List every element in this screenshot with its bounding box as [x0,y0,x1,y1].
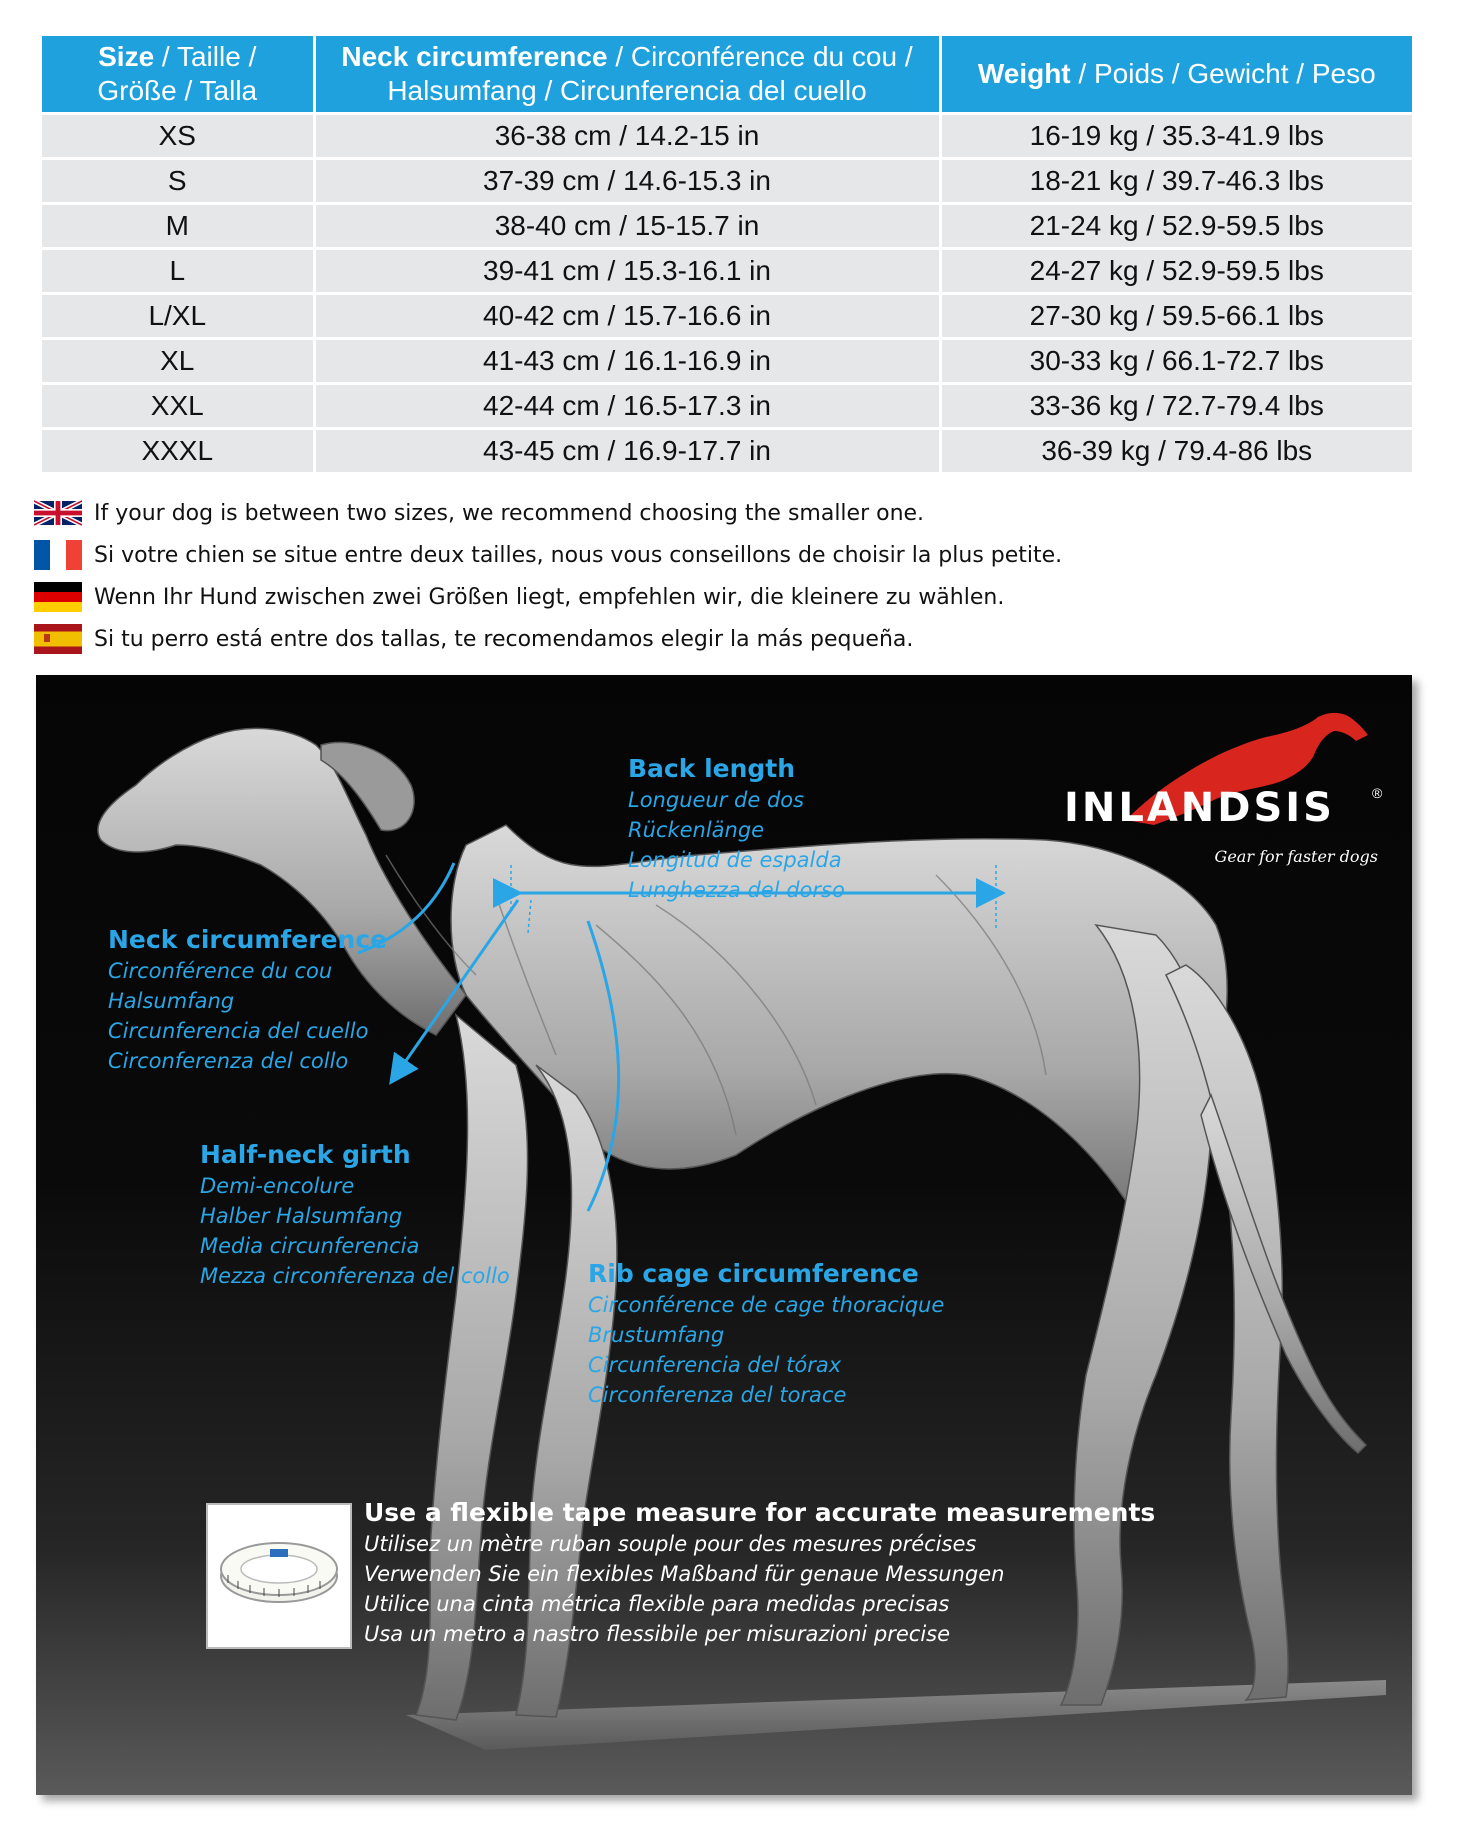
weight-cell: 33-36 kg / 72.7-79.4 lbs [940,384,1412,429]
neck-it: Circonferenza del collo [108,1049,349,1073]
tape-tip-fr: Utilisez un mètre ruban souple pour des mesures précises [364,1532,977,1556]
tape-tip-es: Utilice una cinta métrica flexible para medidas precisas [364,1592,950,1616]
back-length-es: Longitud de espalda [628,848,842,872]
size-cell: XS [42,114,314,159]
header-size: Size / Taille / Größe / Talla [42,36,314,114]
neck-es: Circunferencia del cuello [108,1019,369,1043]
table-row [42,114,1412,159]
neck-de: Halsumfang [108,989,235,1013]
table-header-row [42,36,1412,114]
neck-cell: 41-43 cm / 16.1-16.9 in [314,339,940,384]
neck-cell: 37-39 cm / 14.6-15.3 in [314,159,940,204]
back-length-title: Back length [628,754,796,783]
weight-cell: 27-30 kg / 59.5-66.1 lbs [940,294,1412,339]
france-flag-icon [34,540,82,570]
rib-cage-de: Brustumfang [588,1323,725,1347]
tape-measure-tip [364,1497,1155,1649]
note-german-text: Wenn Ihr Hund zwischen zwei Größen liegt, empfehlen wir, die kleinere zu wählen. [94,584,1005,610]
back-length-label [628,753,845,905]
neck-fr: Circonférence du cou [108,959,333,983]
note-english [34,492,1234,534]
half-neck-es: Media circunferencia [200,1234,420,1258]
size-cell: XXXL [42,429,314,473]
weight-cell: 18-21 kg / 39.7-46.3 lbs [940,159,1412,204]
size-cell: L [42,249,314,294]
neck-title: Neck circumference [108,925,388,954]
back-length-fr: Longueur de dos [628,788,805,812]
tape-measure-icon [208,1505,350,1647]
spain-flag-icon [34,624,82,654]
tape-tip-it: Usa un metro a nastro flessibile per misurazioni precise [364,1622,951,1646]
weight-cell: 30-33 kg / 66.1-72.7 lbs [940,339,1412,384]
inlandsis-logo [1056,745,1386,865]
note-french [34,534,1234,576]
note-english-text: If your dog is between two sizes, we recommend choosing the smaller one. [94,500,925,526]
size-recommendation-notes [34,492,1234,660]
size-cell: XXL [42,384,314,429]
tape-measure-image [206,1503,352,1649]
rib-cage-fr: Circonférence de cage thoracique [588,1293,945,1317]
registered-mark: ® [1372,785,1383,801]
measurement-illustration [36,675,1412,1795]
weight-cell: 21-24 kg / 52.9-59.5 lbs [940,204,1412,249]
table-row [42,249,1412,294]
size-cell: M [42,204,314,249]
weight-cell: 16-19 kg / 35.3-41.9 lbs [940,114,1412,159]
neck-cell: 42-44 cm / 16.5-17.3 in [314,384,940,429]
neck-circumference-label [108,924,387,1076]
note-german [34,576,1234,618]
note-spanish [34,618,1234,660]
table-row [42,204,1412,249]
neck-cell: 39-41 cm / 15.3-16.1 in [314,249,940,294]
back-length-de: Rückenlänge [628,818,765,842]
uk-flag-icon [34,498,82,528]
rib-cage-es: Circunferencia del tórax [588,1353,842,1377]
half-neck-girth-label [200,1139,510,1291]
neck-cell: 40-42 cm / 15.7-16.6 in [314,294,940,339]
weight-cell: 36-39 kg / 79.4-86 lbs [940,429,1412,473]
neck-cell: 38-40 cm / 15-15.7 in [314,204,940,249]
half-neck-it: Mezza circonferenza del collo [200,1264,510,1288]
tape-tip-title: Use a flexible tape measure for accurate measurements [364,1498,1156,1527]
half-neck-title: Half-neck girth [200,1140,411,1169]
half-neck-de: Halber Halsumfang [200,1204,403,1228]
rib-cage-it: Circonferenza del torace [588,1383,847,1407]
neck-cell: 43-45 cm / 16.9-17.7 in [314,429,940,473]
header-weight: Weight / Poids / Gewicht / Peso [940,36,1412,114]
neck-cell: 36-38 cm / 14.2-15 in [314,114,940,159]
table-row [42,384,1412,429]
note-spanish-text: Si tu perro está entre dos tallas, te recomendamos elegir la más pequeña. [94,626,914,652]
rib-cage-title: Rib cage circumference [588,1259,919,1288]
half-neck-fr: Demi-encolure [200,1174,355,1198]
table-row [42,429,1412,473]
brand-tagline: Gear for faster dogs [1214,847,1378,866]
weight-cell: 24-27 kg / 52.9-59.5 lbs [940,249,1412,294]
header-neck: Neck circumference / Circonférence du cou / Halsumfang / Circunferencia del cuello [314,36,940,114]
table-row [42,159,1412,204]
size-cell: XL [42,339,314,384]
size-cell: S [42,159,314,204]
germany-flag-icon [34,582,82,612]
size-chart-table [42,36,1412,472]
brand-name: INLANDSIS [1064,785,1335,831]
table-row [42,294,1412,339]
tape-tip-de: Verwenden Sie ein flexibles Maßband für genaue Messungen [364,1562,1005,1586]
table-row [42,339,1412,384]
rib-cage-label [588,1258,944,1410]
note-french-text: Si votre chien se situe entre deux tailles, nous vous conseillons de choisir la plus petite. [94,542,1063,568]
back-length-it: Lunghezza del dorso [628,878,845,902]
size-cell: L/XL [42,294,314,339]
